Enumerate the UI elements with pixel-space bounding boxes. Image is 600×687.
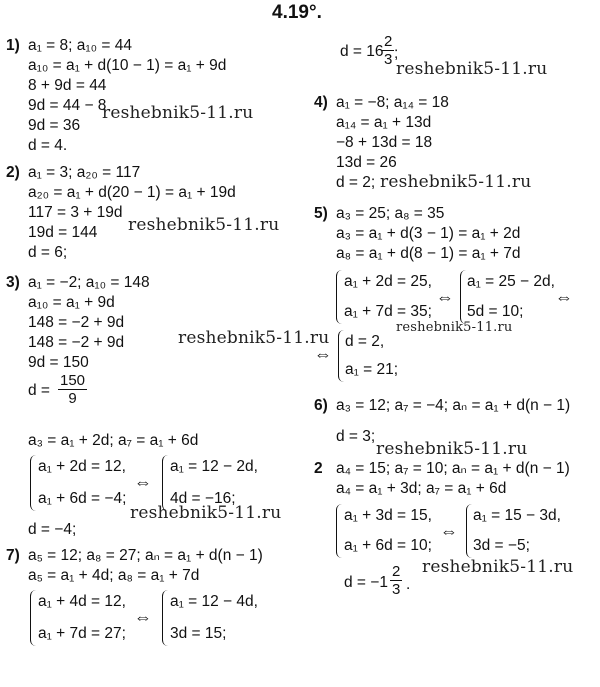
problem-7-given: a₅ = 12; a₈ = 27; aₙ = a₁ + d(n − 1) [28,547,263,564]
system-equation: 5d = 10; [467,303,524,320]
problem-2-number: 2) [6,164,20,181]
system-brace [30,590,36,646]
equivalence-arrow: ⇔ [440,521,458,541]
problem-1-answer: d = 4. [28,137,68,154]
system-equation: a₁ + 6d = −4; [38,490,127,507]
problem-8-given: a₄ = 15; a₇ = 10; aₙ = a₁ + d(n − 1) [336,460,570,477]
problem-5-given: a₃ = 25; a₈ = 35 [336,205,445,222]
problem-7-answer-tail: ; [394,45,399,62]
problem-1-step: 9d = 44 − 8 [28,97,107,114]
problem-3-result-lhs: d = [28,382,50,399]
problem-5-number: 5) [314,205,328,222]
problem-6-given: a₃ = 12; a₇ = −4; aₙ = a₁ + d(n − 1) [336,397,571,414]
system-brace [30,455,36,511]
watermark: reshebnik5-11.ru [128,215,280,235]
problem-3b-formula: a₃ = a₁ + 2d; a₇ = a₁ + 6d [28,432,199,449]
problem-1-step: 8 + 9d = 44 [28,77,107,94]
problem-5-formula: a₃ = a₁ + d(3 − 1) = a₁ + 2d [336,225,521,242]
watermark: reshebnik5-11.ru [102,103,254,123]
system-brace [460,270,466,324]
equivalence-arrow: ⇔ [436,287,454,307]
problem-2-step: 117 = 3 + 19d [28,204,123,221]
problem-7-answer-lhs: d = 16 [340,43,384,60]
fraction-denominator: 3 [392,581,401,598]
system-equation: 3d = −5; [473,537,530,554]
problem-8-answer-tail: . [406,576,411,593]
system-equation: a₁ + 2d = 25, [344,273,432,290]
problem-4-given: a₁ = −8; a₁₄ = 18 [336,94,449,111]
problem-3-step: 148 = −2 + 9d [28,334,125,351]
system-equation: a₁ = 25 − 2d, [467,273,555,290]
problem-7-number: 7) [6,547,20,564]
watermark: reshebnik5-11.ru [396,320,513,335]
fraction-numerator: 2 [384,33,393,50]
system-equation: a₁ = 12 − 2d, [170,458,258,475]
equivalence-arrow: ⇔ [314,344,332,364]
system-equation: d = 2, [345,333,385,350]
system-equation: 4d = −16; [170,490,236,507]
problem-4-formula: a₁₄ = a₁ + 13d [336,114,432,131]
system-equation: a₁ + 4d = 12, [38,593,126,610]
problem-4-step: −8 + 13d = 18 [336,134,433,151]
problem-5-formula: a₈ = a₁ + d(8 − 1) = a₁ + 7d [336,245,521,262]
problem-3-answer: d = −4; [28,521,77,538]
problem-3-formula: a₁₀ = a₁ + 9d [28,294,115,311]
problem-7-fraction [382,33,394,68]
problem-7-formula: a₅ = a₁ + 4d; a₈ = a₁ + 7d [28,567,200,584]
problem-4-step: 13d = 26 [336,154,397,171]
watermark: reshebnik5-11.ru [380,172,532,192]
watermark: reshebnik5-11.ru [376,439,528,459]
system-equation: 3d = 15; [170,625,227,642]
watermark: reshebnik5-11.ru [422,557,574,577]
watermark: reshebnik5-11.ru [396,59,548,79]
problem-1-given: a₁ = 8; a₁₀ = 44 [28,37,132,54]
system-brace [162,590,168,646]
problem-6-number: 6) [314,397,328,414]
fraction-numerator: 150 [60,372,86,389]
system-brace [466,504,472,558]
system-equation: a₁ = 12 − 4d, [170,593,258,610]
system-brace [336,504,342,558]
problem-2-formula: a₂₀ = a₁ + d(20 − 1) = a₁ + 19d [28,184,236,201]
problem-4-answer: d = 2; [336,174,376,191]
problem-3-step: 9d = 150 [28,354,89,371]
system-equation: a₁ + 3d = 15, [344,507,432,524]
fraction-denominator: 3 [384,51,393,68]
system-equation: a₁ + 6d = 10; [344,537,432,554]
problem-2-answer: d = 6; [28,244,68,261]
problem-8-fraction [390,563,402,598]
problem-2-step: 19d = 144 [28,224,98,241]
problem-1-formula: a₁₀ = a₁ + d(10 − 1) = a₁ + 9d [28,57,227,74]
problem-8-answer-lhs: d = −1 [344,574,388,591]
problem-6-answer: d = 3; [336,428,376,445]
system-equation: a₁ + 7d = 27; [38,625,126,642]
problem-3-step: 148 = −2 + 9d [28,314,125,331]
exercise-title: 4.19°. [272,2,322,23]
watermark: reshebnik5-11.ru [130,503,282,523]
system-brace [336,270,342,324]
system-equation: a₁ + 2d = 12, [38,458,126,475]
problem-8-number: 2 [314,460,323,477]
problem-3-given: a₁ = −2; a₁₀ = 148 [28,274,150,291]
system-equation: a₁ = 15 − 3d, [473,507,561,524]
problem-3-fraction [58,372,87,407]
equivalence-arrow: ⇔ [134,607,152,627]
equivalence-arrow: ⇔ [134,472,152,492]
problem-1-number: 1) [6,37,20,54]
problem-3-number: 3) [6,274,20,291]
problem-4-number: 4) [314,94,328,111]
problem-2-given: a₁ = 3; a₂₀ = 117 [28,164,141,181]
fraction-denominator: 9 [68,390,77,407]
problem-1-step: 9d = 36 [28,117,81,134]
system-brace [338,330,344,382]
watermark: reshebnik5-11.ru [178,328,330,348]
fraction-numerator: 2 [392,563,401,580]
system-equation: a₁ = 21; [345,361,399,378]
problem-8-formula: a₄ = a₁ + 3d; a₇ = a₁ + 6d [336,480,507,497]
equivalence-arrow: ⇔ [555,287,573,307]
system-equation: a₁ + 7d = 35; [344,303,432,320]
